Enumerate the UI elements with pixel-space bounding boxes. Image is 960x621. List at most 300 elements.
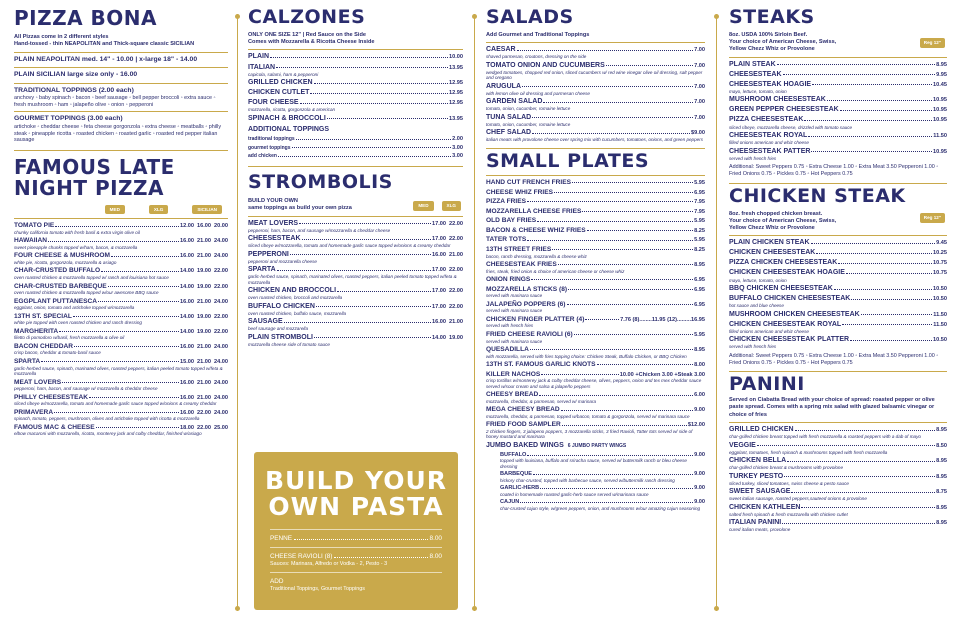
menu-item-row [248,145,463,152]
menu-item-description: coated in homemade roasted garlic-herb sauce served w/marinara sauce [500,491,649,497]
size-tag: SICILIAN [192,205,222,214]
menu-item-row [486,208,705,216]
menu-item-price: 9.00 [694,452,705,459]
menu-item-name: MOZZARELLA STICKS (8) [486,285,568,293]
menu-item-row [486,371,705,379]
menu-item-description: 2 chicken fingers, 3 jalapeno poppers, 3 mozzarella sticks, 3 fried Ravioli, Tatter tots served w/ side of honey mustard and marinara [486,428,693,440]
dot-leader [568,289,693,290]
column-divider [237,14,238,611]
menu-item-name: KILLER NACHOS [486,370,541,378]
menu-item-name: gourmet toppings [248,144,291,151]
pizza-intro-line: Hand-tossed - thin NEAPOLITAN and Thick-square classic SICILIAN [14,41,195,48]
menu-item-description: capicola, salami, ham & pepperoni [248,71,319,77]
menu-item-description: filetto di pomodoro w/basil, fresh mozzarella & olive oil [14,335,125,341]
menu-item-row [486,261,705,269]
dot-leader [59,331,179,332]
dot-leader [782,523,935,524]
dot-leader [777,64,935,65]
menu-item-price: 19.00 [197,328,211,335]
size-tag: XLG [149,205,168,214]
dot-leader [561,410,693,411]
menu-item-price: 21.00 [197,253,211,260]
dot-leader [48,241,179,242]
menu-item-price: 16.00 [180,238,194,245]
menu-item-price: 24.00 [214,358,228,365]
menu-item-row [486,83,705,91]
menu-item-description: with mozzarella, served with fries topping choice: Chicken Steak, Buffalo Chicken, or BBQ Chicken [486,353,687,359]
menu-item-row [729,504,947,512]
menu-item-row [14,424,228,432]
menu-item-name: BUFFALO CHICKEN [248,302,315,310]
menu-item-name: FOUR CHEESE & MUSHROOM [14,252,110,260]
menu-item-price: 10.00 [449,54,463,61]
menu-item-price: 8.95 [936,473,947,480]
wings-sub: 6 JUMBO PARTY WINGS [567,442,627,449]
menu-item-price: 19.00 [197,268,211,275]
menu-item-price: 8.95 [694,262,705,269]
dot-leader [520,502,693,503]
dot-leader [567,304,694,305]
dot-leader [757,445,935,446]
menu-item-row [486,406,705,414]
dot-leader [527,201,693,202]
late-night-list [14,222,228,437]
menu-item-row [248,266,463,274]
menu-item-price: 22.00 [449,267,463,274]
menu-item-row [486,46,705,54]
dot-leader [606,65,693,66]
menu-item-name: CHICKEN AND BROCCOLI [248,287,337,295]
menu-item-description: served with marinara sauce [486,308,543,314]
menu-item-price: 7.00 [694,83,705,90]
menu-item-row [729,239,947,247]
dot-leader [838,263,932,264]
menu-item-price: 25.00 [214,424,228,431]
menu-item-price: 14.00 [180,313,194,320]
menu-item-name: ONION RINGS [486,276,531,284]
menu-item-price: 3.00 [452,153,463,160]
menu-item-row [729,132,947,140]
dot-leader [290,254,431,255]
dot-leader [316,306,431,307]
menu-item-name: PHILLY CHEESESTEAK [14,393,89,401]
dot-leader [41,361,179,362]
menu-item-price: 17.00 [432,288,446,295]
menu-item-name: GARLIC-HERB [500,485,540,492]
menu-item-row [14,222,228,230]
dot-leader [96,427,179,428]
small-plates-title: SMALL PLATES [486,149,650,172]
dot-leader [270,57,448,58]
menu-item-name: 13TH ST. FAMOUS GARLIC KNOTS [486,361,596,369]
menu-item-price: 11.50 [933,321,947,328]
dot-leader [554,192,693,193]
menu-item-description: mozzarella, cheddar, & parmesan, served w/ marinara [486,398,597,404]
menu-item-description: chunky california tomato with fresh basil & extra virgin olive oil [14,229,140,235]
menu-item-price: 8.95 [694,347,705,354]
dot-leader [585,319,619,320]
menu-item-price: 17.00 [432,303,446,310]
dot-leader [840,110,932,111]
menu-item-price: 16.00 [180,298,194,305]
menu-item-row [486,179,705,187]
plain-neapolitan: PLAIN NEAPOLITAN med. 14" - 10.00 | x-large 18" - 14.00 [14,55,198,63]
menu-item-price: 10.75 [933,270,947,277]
build-your-own-pasta-box [254,452,458,610]
calzone-toppings [248,136,463,160]
menu-item-name: CHICKEN CHEESESTEAK HOAGIE [729,269,845,277]
menu-item-price: 9.95 [936,71,947,78]
menu-item-description: eggplant, onion, tomato and artichoke topped w/mozzarella [14,305,135,311]
menu-item-price: 21.00 [197,379,211,386]
dot-leader [842,324,932,325]
menu-item-row [248,64,463,72]
menu-item-row [486,286,705,294]
menu-item-name: CHICKEN KATHLEEN [729,503,801,511]
menu-item-row [486,346,705,354]
menu-item-description: mozzarella cheese side of tomato sauce [248,341,330,347]
dot-leader [296,139,451,140]
strombolis-sub: same toppings as build your own pizza [248,205,352,212]
menu-item-name: PIZZA CHEESESTEAK [729,116,804,124]
menu-item-price: 22.00 [449,288,463,295]
menu-item-name: PLAIN [248,53,269,61]
dot-leader [846,273,932,274]
menu-item-description: served with french fries [486,323,534,329]
strombolis-sub: BUILD YOUR OWN [248,197,298,204]
menu-item-price: 9.00 [694,485,705,492]
menu-item-row [248,136,463,143]
menu-item-row [729,426,947,434]
menu-item-price: 14.00 [180,328,194,335]
menu-item-description: mayo, lettuce, tomato, onion [729,277,787,283]
wings-list [486,452,705,511]
menu-item-price: 6.95 [694,286,705,293]
menu-item-row [486,98,705,106]
menu-item-price: 24.00 [214,409,228,416]
dot-leader [851,299,932,300]
menu-item-price: 10.95 [933,148,947,155]
menu-item-row [248,287,463,295]
menu-item-description: oven roasted chicken, broccoli and mozzarella [248,295,343,301]
menu-item-description: italian meats with provolone cheese over spring mix with cucumbers, tomatoes, onions, and green peppers [486,137,704,143]
pasta-add-note: Traditional Toppings, Gourmet Toppings [270,585,365,592]
dot-leader [787,461,935,462]
menu-item-description: oven roasted chicken, buffalo sauce, mozzarella [248,310,347,316]
menu-item-name: FRIED FOOD SAMPLER [486,421,561,429]
menu-item-row [14,409,228,417]
menu-item-description: white pie, ricotta, gorgonzola, mozzarella & asiago [14,259,117,265]
menu-item-name: GARDEN SALAD [486,98,543,106]
menu-item-row [486,198,705,206]
menu-item-row [486,421,705,429]
menu-item-price: 21.00 [197,343,211,350]
dot-leader [795,430,936,431]
menu-item-description: pepperoni, ham, bacon, and sausage w/mozzarella & cheddar cheese [248,227,391,233]
menu-item-description: topped with louisiana, buffalo and sriracha sauce, served w/ buttermilk ranch or bleu cheese dressing [500,458,687,469]
menu-item-row [486,276,705,284]
menu-item-row [486,391,705,399]
menu-item-price: 8.95 [936,427,947,433]
menu-item-row [248,99,463,107]
dot-leader [597,364,694,365]
chicken-steak-title: CHICKEN STEAK [729,184,906,207]
menu-item-row [486,236,705,244]
menu-item-name: 13TH ST. SPECIAL [14,312,72,320]
menu-item-name: FOUR CHEESE [248,99,299,107]
calzones-sub: ONLY ONE SIZE 12" | Red Sauce on the Side [248,31,366,38]
menu-item-price: 10.50 [933,337,947,344]
dot-leader [277,270,431,271]
dot-leader [816,253,932,254]
menu-item-name: PLAIN STROMBOLI [248,333,313,341]
dot-leader [834,289,932,290]
menu-item-price: 21.00 [197,358,211,365]
menu-item-price: $9.00 [691,130,705,137]
dot-leader [530,349,693,350]
menu-item-description: bacon, ranch dressing, mozzarella & cheese whiz [486,253,587,259]
menu-item-price: 19.00 [197,283,211,290]
menu-item-name: VEGGIE [729,441,756,449]
menu-item-description: sweet pineapple chunks topped w/ham, bacon, & mozzarella [14,244,138,250]
dot-leader [801,507,935,508]
menu-item-row [248,153,463,160]
menu-item-name: TOMATO PIE [14,222,55,230]
size-badge: Reg 12" [920,38,945,48]
menu-item-price: 16.00 [180,379,194,386]
dot-leader [111,256,179,257]
menu-item-price: 16.00 [197,223,211,230]
menu-item-price: 12.95 [449,80,463,87]
menu-item-name: BUFFALO CHICKEN CHEESESTEAK [729,295,851,303]
dot-leader [527,455,693,456]
menu-item-description: wedged tomatoes, chopped red onion, sliced cucumbers w/ red wine vinegar olive oil dressing, salt pepper and oregano [486,69,703,81]
dot-leader [540,488,693,489]
menu-item-price: 8.25 [694,246,705,253]
menu-item-row [486,331,705,339]
menu-item-price: 8.95 [936,458,947,465]
menu-item-price: 11.50 [933,311,947,318]
dot-leader [531,279,693,280]
menu-item-price: 24.00 [214,394,228,401]
menu-item-description: served with marinara sauce [486,293,543,299]
menu-item-price: 21.00 [197,298,211,305]
menu-item-name: CHICKEN FINGER PLATTER (4) [486,315,585,323]
dot-leader [108,286,179,287]
menu-item-row [14,379,228,387]
menu-item-name: OLD BAY FRIES [486,217,537,225]
menu-item-price: 10.50 [933,296,947,303]
menu-item-price: 5.95 [694,237,705,244]
menu-item-price: 22.00 [449,220,463,227]
dot-leader [587,230,693,231]
dot-leader [327,118,448,119]
menu-item-row [729,106,947,114]
dot-leader [98,301,179,302]
pizza-intro-line: All Pizzas come in 2 different styles [14,34,109,40]
dot-leader [276,67,448,68]
menu-item-price: 8.75 [936,489,947,496]
menu-item-name: PLAIN STEAK [729,60,776,68]
menu-item-name: CHICKEN CHEESESTEAK PLATTER [729,336,850,344]
menu-item-price: 12.00 [180,223,194,230]
stromboli-list [248,220,463,348]
menu-item-name: TUNA SALAD [486,113,532,121]
dot-leader [784,476,935,477]
menu-item-price: 22.00 [197,424,211,431]
menu-item-name: SWEET SAUSAGE [729,488,791,496]
menu-item-price: 16.00 [180,343,194,350]
menu-item-name: CHAR-CRUSTED BARBEQUE [14,282,107,290]
menu-item-name: TOMATO ONION AND CUCUMBERS [486,61,605,69]
menu-item-name: MEGA CHEESY BREAD [486,406,560,414]
dot-leader [532,133,690,134]
dot-leader [582,211,693,212]
menu-item-row [248,235,463,243]
steak-list [729,61,947,161]
menu-item-price: 6.95 [694,189,705,196]
dot-leader [574,334,693,335]
menu-item-price: 5.95 [694,331,705,338]
size-tag: MED [413,201,433,211]
menu-item-name: MUSHROOM CHICKEN CHEESESTEAK [729,310,860,318]
menu-item-name: MUSHROOM CHEESESTEAK [729,96,826,104]
menu-item-name: CHICKEN CHEESESTEAK [729,249,816,257]
dot-leader [543,102,693,103]
menu-item-description: char-grilled chicken breast topped with fresh mozzarella & roasted peppers with a dab of mayo [729,434,921,440]
pasta-sauces: Sauces: Marinara, Alfredo or Vodka - 2, Pesto - 3 [270,560,388,567]
menu-item-price: 7.00 [694,99,705,106]
menu-item-name: BACON & CHEESE WHIZ FRIES [486,226,586,234]
menu-item-price: 8.00 [694,362,705,369]
menu-item-price: 8.95 [936,61,947,68]
menu-item-name: PIZZA FRIES [486,198,527,206]
dot-leader [337,291,431,292]
salads-sub: Add Gourmet and Traditional Toppings [486,31,590,38]
menu-item-row [14,358,228,366]
menu-item-price: 7.00 [694,114,705,121]
dot-leader [783,74,936,75]
menu-item-price: 9.00 [694,499,705,506]
steak-additional: Additional: Sweet Peppers 0.75 ◦ Extra Cheese 1.00 ◦ Extra Meat 3.50 Pepperoni 1.00 ◦ Fried Onions 0.75 ◦ Pickles 0.75 ◦ Hot Peppers 0.75 [729,164,939,177]
dot-leader [861,314,933,315]
menu-item-name: SAUSAGE [248,318,283,326]
menu-item-name: HAWAIIAN [14,237,47,245]
dot-leader [533,474,693,475]
menu-item-price: 22.00 [214,313,228,320]
menu-item-description: pepperoni and mozzarella cheese [248,258,317,264]
menu-item-name: PLAIN CHICKEN STEAK [729,239,810,247]
menu-item-row [14,343,228,351]
menu-item-description: filled onions american and whiz cheese [729,140,809,146]
menu-item-price: 17.00 [432,236,446,243]
pizza-bona-title: PIZZA BONA [14,8,158,30]
menu-item-row [486,62,705,70]
dot-leader [74,346,179,347]
menu-item-price: 21.00 [449,251,463,258]
menu-item-row [14,313,228,321]
dot-leader [300,103,448,104]
dot-leader [522,86,693,87]
menu-item-name: BACON CHEDDAR [14,342,73,350]
menu-item-name: CHEESY BREAD [486,391,539,399]
menu-item-name: SPARTA [248,266,276,274]
dot-leader [292,147,452,148]
menu-item-row [248,53,463,61]
menu-item-price: 24.00 [214,238,228,245]
menu-item-row [729,61,947,69]
menu-item-price: 6.95 [694,301,705,308]
dot-leader [804,120,932,121]
dot-leader [527,240,693,241]
menu-item-description: served with marinara sauce [486,338,543,344]
menu-item-name: traditional toppings [248,135,295,142]
menu-item-price: 20.00 [214,223,228,230]
dot-leader [73,316,179,317]
menu-item-description: beef sausage and mozzarella [248,326,309,332]
gourmet-toppings-title: GOURMET TOPPINGS (3.00 each) [14,115,123,123]
pasta-price: 8.00 [429,534,442,542]
dot-leader [811,243,936,244]
menu-item-row [14,298,228,306]
column-steaks [729,8,947,614]
menu-item-row [729,336,947,344]
menu-item-price: 8.95 [936,520,947,527]
menu-item-price: 21.00 [197,394,211,401]
menu-item-description: served with french fries [729,344,777,350]
menu-item-row [729,473,947,481]
pasta-price: 8.00 [429,552,442,560]
menu-item-name: SPARTA [14,357,41,365]
plain-sicilian: PLAIN SICILIAN large size only - 16.00 [14,71,138,79]
dot-leader [101,271,179,272]
menu-item-name: MOZZARELLA CHEESE FRIES [486,207,582,215]
calzones-title: CALZONES [248,8,366,28]
size-badge: Reg 12" [920,213,945,223]
menu-item-price: 6.95 [694,277,705,284]
wings-title: JUMBO BAKED WINGS [486,441,564,449]
chicken-steak-list [729,239,947,349]
menu-item-price: 22.00 [214,328,228,335]
menu-item-name: PRIMAVERA [14,408,54,416]
menu-item-name: CHEESESTEAK [248,235,301,243]
menu-item-row [248,220,463,228]
menu-item-price: 14.00 [180,283,194,290]
menu-item-row [14,237,228,245]
dot-leader [791,492,935,493]
menu-item-name: CHICKEN CUTLET [248,89,310,97]
dot-leader [537,221,693,222]
menu-item-description: shaved parmesan, croutons, dressing on the side [486,54,587,60]
dot-leader [532,117,693,118]
menu-item-price: 10.25 [933,250,947,257]
menu-item-row [486,189,705,197]
menu-item-name: CHEESESTEAK ROYAL [729,132,808,140]
menu-item-name: TATER TOTS [486,236,527,244]
menu-item-name: CHICKEN CHEESESTEAK ROYAL [729,320,842,328]
dot-leader [562,425,687,426]
menu-item-price: 13.95 [449,64,463,71]
menu-item-price: 22.00 [214,268,228,275]
menu-item-description: garlic-herbed sauce, spinach, marinated olives, roasted peppers, italian peeled tomato topped w/feta & mozzarella [248,274,457,285]
menu-item-row [729,71,947,79]
menu-item-price: 16.00 [432,319,446,326]
menu-item-name: ITALIAN [248,63,276,71]
menu-item-description: sliced ribeye w/mozzarella, tomato and homemade garlic sauce topped w/onions & creamy cheddar [248,243,451,249]
menu-item-price: 22.00 [449,303,463,310]
menu-item-row [729,96,947,104]
menu-item-row [486,301,705,309]
